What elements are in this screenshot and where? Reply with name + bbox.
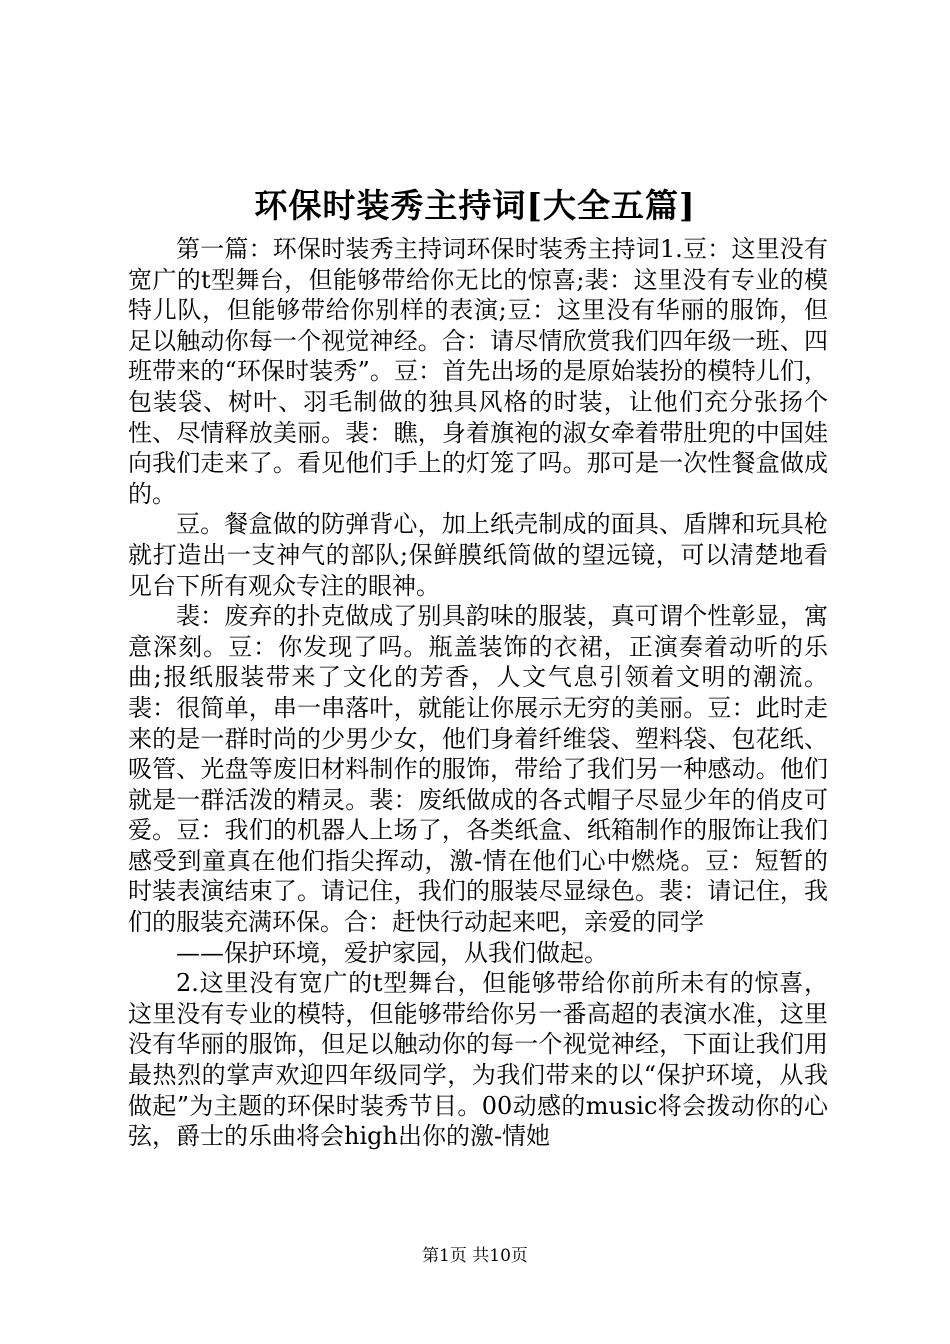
paragraph: ——保护环境，爱护家园，从我们做起。 xyxy=(176,938,608,967)
paragraph: 第一篇：环保时装秀主持词环保时装秀主持词1.豆：这里没有宽广的t型舞台，但能够带给你无比的惊喜;裴：这里没有专业的模特儿队，但能够带给你别样的表演;豆：这里没有华丽的服饰，但足以触动你每一个视觉神经。合：请尽情欣赏我们四年级一班、四班带来的“环保时装秀”。豆：首先出场的是原始装扮的模特儿们，包装袋、树叶、羽毛制做的独具风格的时装，让他们充分张扬个性、尽情释放美丽。裴：瞧，身着旗袍的淑女牵着带肚兜的中国娃向我们走来了。看见他们手上的灯笼了吗。那可是一次性餐盒做成的。 xyxy=(128,235,828,508)
paragraph: 2.这里没有宽广的t型舞台，但能够带给你前所未有的惊喜，这里没有专业的模特，但能够带给你另一番高超的表演水准，这里没有华丽的服饰，但足以触动你的每一个视觉神经，下面让我们用最热烈的掌声欢迎四年级同学，为我们带来的以“保护环境，从我做起”为主题的环保时装秀节目。00动感的music将会拨动你的心弦，爵士的乐曲将会high出你的激-情她 xyxy=(128,969,828,1151)
paragraph: 裴：废弃的扑克做成了别具韵味的服装，真可谓个性彰显，寓意深刻。豆：你发现了吗。瓶盖装饰的衣裙，正演奏着动听的乐曲;报纸服装带来了文化的芳香，人文气息引领着文明的潮流。裴：很简单，串一串落叶，就能让你展示无穷的美丽。豆：此时走来的是一群时尚的少男少女，他们身着纤维袋、塑料袋、包花纸、吸管、光盘等废旧材料制作的服饰，带给了我们另一种感动。他们就是一群活泼的精灵。裴：废纸做成的各式帽子尽显少年的俏皮可爱。豆：我们的机器人上场了，各类纸盒、纸箱制作的服饰让我们感受到童真在他们指尖挥动，激-情在他们心中燃烧。豆：短暂的时装表演结束了。请记住，我们的服装尽显绿色。裴：请记住，我们的服装充满环保。合：赶快行动起来吧，亲爱的同学 xyxy=(128,602,828,937)
page-number-footer: 第1页 共10页 xyxy=(422,1246,528,1266)
document-title: 环保时装秀主持词[大全五篇] xyxy=(254,186,696,225)
document-body xyxy=(128,234,828,1152)
paragraph: 豆。餐盒做的防弹背心，加上纸壳制成的面具、盾牌和玩具枪就打造出一支神气的部队;保鲜膜纸筒做的望远镜，可以清楚地看见台下所有观众专注的眼神。 xyxy=(128,510,828,600)
